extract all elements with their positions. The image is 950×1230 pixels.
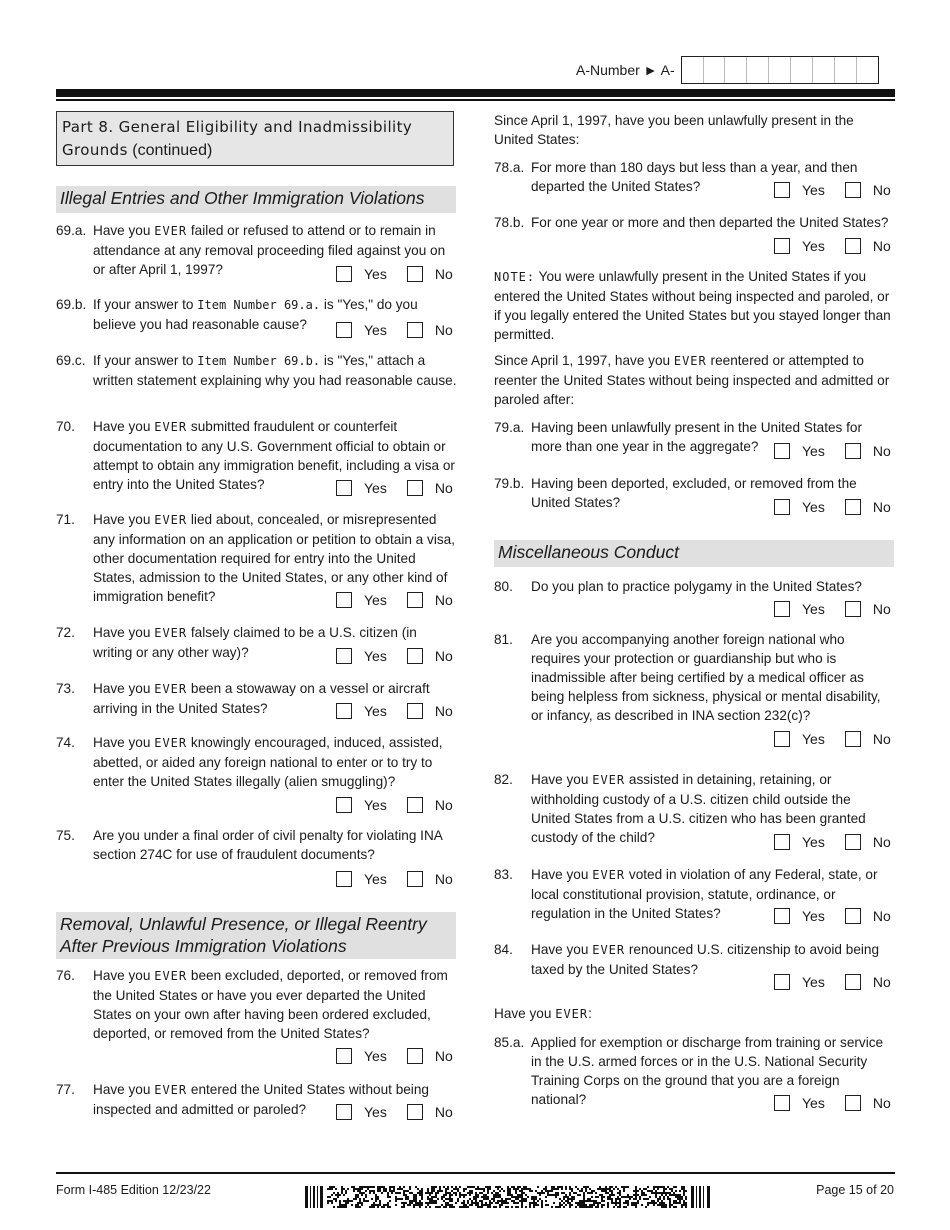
no-label: No [434, 797, 453, 813]
a-number-input[interactable] [681, 56, 879, 84]
answer-78a [774, 182, 891, 198]
intro-unlawful-presence: Since April 1, 1997, have you been unlawfully present in the United States: [494, 113, 854, 147]
yes-label: Yes [364, 797, 387, 813]
question-text: Are you accompanying another foreign national who requires your protection or guardianship but who is inadmissible after being certified by a medical officer as being helpless from sickness, physical or mental disability, or infancy, as described in INA section 232(c)? [531, 632, 881, 723]
no-label: No [434, 1048, 453, 1064]
no-checkbox[interactable] [407, 648, 423, 664]
question-84: 84. Have you EVER renounced U.S. citizenship to avoid being taxed by the United States? [494, 942, 880, 977]
question-72: 72. Have you EVER falsely claimed to be a U.S. citizen (in writing or any other way)? [56, 625, 417, 660]
answer-78b [774, 238, 891, 254]
question-78b [494, 213, 896, 233]
no-checkbox[interactable] [407, 703, 423, 719]
no-label: No [872, 908, 891, 924]
question-76: 76. Have you EVER been excluded, deported, or removed from the United States or have you ever departed the United States on your own after having been ordered excluded, deported, or removed from the United States? [56, 968, 448, 1041]
yes-checkbox[interactable] [336, 703, 352, 719]
no-label: No [872, 834, 891, 850]
yes-label: Yes [364, 266, 387, 282]
yes-label: Yes [802, 834, 825, 850]
no-label: No [434, 592, 453, 608]
section-miscellaneous-conduct: Miscellaneous Conduct [494, 540, 894, 567]
no-checkbox[interactable] [845, 601, 861, 617]
no-label: No [872, 1095, 891, 1111]
yes-checkbox[interactable] [336, 871, 352, 887]
yes-label: Yes [364, 322, 387, 338]
question-83: 83. Have you EVER voted in violation of any Federal, state, or local constitutional provision, statute, ordinance, or regulation in the United States? [494, 867, 878, 921]
no-checkbox[interactable] [407, 797, 423, 813]
question-number: 73. [56, 681, 75, 696]
a-number-field-group [576, 56, 879, 84]
no-checkbox[interactable] [845, 731, 861, 747]
answer-70 [336, 480, 453, 496]
no-checkbox[interactable] [845, 1095, 861, 1111]
answer-75 [336, 871, 453, 887]
question-75 [56, 826, 458, 866]
yes-checkbox[interactable] [774, 182, 790, 198]
question-text: Having been deported, excluded, or removed from the United States? [531, 476, 857, 510]
yes-checkbox[interactable] [336, 797, 352, 813]
barcode-icon [305, 1186, 713, 1208]
yes-checkbox[interactable] [774, 443, 790, 459]
question-number: 72. [56, 625, 75, 640]
answer-76 [336, 1048, 453, 1064]
intro-reentry: Since April 1, 1997, have you EVER reentered or attempted to reenter the United States without being inspected and admitted or paroled after: [494, 353, 890, 407]
no-checkbox[interactable] [845, 499, 861, 515]
question-text: Having been unlawfully present in the United States for more than one year in the aggregate? [531, 420, 862, 454]
yes-checkbox[interactable] [336, 1104, 352, 1120]
yes-checkbox[interactable] [774, 908, 790, 924]
section-title-line2: After Previous Immigration Violations [60, 936, 347, 956]
yes-label: Yes [364, 703, 387, 719]
page-number: Page 15 of 20 [816, 1183, 894, 1197]
answer-79b [774, 499, 891, 515]
no-checkbox[interactable] [407, 322, 423, 338]
no-label: No [872, 601, 891, 617]
question-70: 70. Have you EVER submitted fraudulent or counterfeit documentation to any U.S. Government official to obtain or attempt to obtain any immigration benefit, including a visa or entry into the United States? [56, 419, 455, 492]
no-checkbox[interactable] [845, 834, 861, 850]
question-number: 81. [494, 632, 513, 647]
answer-69b [336, 322, 453, 338]
part-title [56, 111, 454, 166]
no-checkbox[interactable] [845, 443, 861, 459]
section-removal-unlawful-presence [56, 912, 456, 959]
no-checkbox[interactable] [407, 1104, 423, 1120]
yes-label: Yes [364, 1048, 387, 1064]
answer-85a [774, 1095, 891, 1111]
footer-rule [56, 1172, 895, 1174]
answer-79a [774, 443, 891, 459]
question-number: 83. [494, 867, 513, 882]
yes-label: Yes [364, 592, 387, 608]
no-checkbox[interactable] [407, 266, 423, 282]
yes-label: Yes [364, 871, 387, 887]
no-checkbox[interactable] [407, 1048, 423, 1064]
no-label: No [434, 871, 453, 887]
no-label: No [872, 182, 891, 198]
question-81 [494, 630, 896, 730]
question-71: 71. Have you EVER lied about, concealed, or misrepresented any information on an application or petition to obtain a visa, other documentation required for entry into the United States, admission to the United States, or any other kind of immigration benefit? [56, 512, 455, 604]
answer-83 [774, 908, 891, 924]
part-title-continued: (continued) [132, 142, 213, 159]
yes-checkbox[interactable] [336, 322, 352, 338]
yes-label: Yes [364, 480, 387, 496]
answer-84 [774, 974, 891, 990]
no-checkbox[interactable] [407, 871, 423, 887]
yes-label: Yes [802, 238, 825, 254]
yes-checkbox[interactable] [336, 480, 352, 496]
question-77: 77. Have you EVER entered the United States without being inspected and admitted or paroled? [56, 1082, 429, 1117]
question-number: 74. [56, 735, 75, 750]
question-text: Applied for exemption or discharge from training or service in the U.S. armed forces or in the U.S. National Security Training Corps on the ground that you are a foreign national? [531, 1035, 884, 1107]
yes-label: Yes [802, 1095, 825, 1111]
answer-71 [336, 592, 453, 608]
no-label: No [434, 480, 453, 496]
no-label: No [872, 499, 891, 515]
no-checkbox[interactable] [845, 974, 861, 990]
no-label: No [872, 238, 891, 254]
question-69b: 69.b. If your answer to Item Number 69.a. is "Yes," do you believe you had reasonable cause? [56, 297, 418, 332]
yes-checkbox[interactable] [774, 731, 790, 747]
question-number: 76. [56, 968, 75, 983]
question-text: Do you plan to practice polygamy in the United States? [531, 579, 862, 594]
no-label: No [872, 443, 891, 459]
no-label: No [434, 266, 453, 282]
yes-label: Yes [802, 601, 825, 617]
yes-label: Yes [802, 731, 825, 747]
answer-73 [336, 703, 453, 719]
question-number: 78.a. [494, 160, 525, 175]
question-number: 69.c. [56, 353, 86, 368]
note-label: NOTE: [494, 270, 536, 284]
no-checkbox[interactable] [845, 182, 861, 198]
no-checkbox[interactable] [845, 238, 861, 254]
form-edition: Form I-485 Edition 12/23/22 [56, 1183, 211, 1197]
question-number: 80. [494, 579, 513, 594]
question-number: 71. [56, 512, 75, 527]
question-number: 79.a. [494, 420, 525, 435]
no-label: No [434, 322, 453, 338]
yes-label: Yes [802, 974, 825, 990]
yes-checkbox[interactable] [774, 834, 790, 850]
yes-checkbox[interactable] [336, 266, 352, 282]
question-82: 82. Have you EVER assisted in detaining, retaining, or withholding custody of a U.S. citizen child outside the United States from a U.S. citizen who has been granted custody of the child? [494, 772, 866, 845]
question-73: 73. Have you EVER been a stowaway on a vessel or aircraft arriving in the United States? [56, 681, 430, 716]
yes-checkbox[interactable] [774, 601, 790, 617]
answer-69a [336, 266, 453, 282]
part-title-grounds: Grounds [62, 141, 128, 159]
question-number: 69.a. [56, 223, 87, 238]
question-69c: 69.c. If your answer to Item Number 69.b. is "Yes," attach a written statement explaining why you had reasonable cause. [56, 353, 457, 388]
yes-label: Yes [802, 908, 825, 924]
question-69a: 69.a. Have you EVER failed or refused to attend or to remain in attendance at any removal proceeding filed against you on or after April 1, 1997? [56, 223, 446, 277]
question-text: For one year or more and then departed the United States? [531, 215, 889, 230]
yes-checkbox[interactable] [336, 1048, 352, 1064]
intro-have-you-ever: Have you EVER: [494, 1006, 592, 1021]
answer-72 [336, 648, 453, 664]
question-number: 69.b. [56, 297, 87, 312]
question-number: 75. [56, 828, 75, 843]
yes-label: Yes [802, 443, 825, 459]
question-number: 78.b. [494, 215, 525, 230]
yes-checkbox[interactable] [336, 648, 352, 664]
header-rule-thin [56, 99, 895, 101]
part-title-main: Part 8. General Eligibility and Inadmissibility [62, 118, 413, 136]
answer-74 [336, 797, 453, 813]
question-number: 77. [56, 1082, 75, 1097]
yes-checkbox[interactable] [774, 974, 790, 990]
no-label: No [434, 703, 453, 719]
no-label: No [434, 1104, 453, 1120]
yes-checkbox[interactable] [774, 1095, 790, 1111]
question-text: For more than 180 days but less than a year, and then departed the United States? [531, 160, 858, 194]
yes-label: Yes [364, 648, 387, 664]
question-text: Are you under a final order of civil penalty for violating INA section 274C for use of fraudulent documents? [93, 828, 443, 862]
note-text: You were unlawfully present in the United States if you entered the United States without being inspected and paroled, or if you legally entered the United States but you stayed longer than permitted. [494, 269, 891, 342]
yes-checkbox[interactable] [774, 238, 790, 254]
section-illegal-entries: Illegal Entries and Other Immigration Violations [56, 186, 456, 213]
yes-label: Yes [802, 499, 825, 515]
no-checkbox[interactable] [407, 480, 423, 496]
question-number: 84. [494, 942, 513, 957]
yes-checkbox[interactable] [774, 499, 790, 515]
header-rule [56, 89, 895, 97]
question-number: 82. [494, 772, 513, 787]
a-number-label: A-Number ► A- [576, 62, 675, 78]
question-number: 79.b. [494, 476, 525, 491]
no-label: No [872, 731, 891, 747]
answer-81 [774, 731, 891, 747]
section-title-line1: Removal, Unlawful Presence, or Illegal Reentry [60, 914, 427, 934]
no-label: No [434, 648, 453, 664]
question-number: 85.a. [494, 1035, 525, 1050]
answer-77 [336, 1104, 453, 1120]
no-checkbox[interactable] [407, 592, 423, 608]
yes-label: Yes [802, 182, 825, 198]
answer-80 [774, 601, 891, 617]
yes-checkbox[interactable] [336, 592, 352, 608]
answer-82 [774, 834, 891, 850]
no-checkbox[interactable] [845, 908, 861, 924]
question-74: 74. Have you EVER knowingly encouraged, induced, assisted, abetted, or aided any foreign national to enter or to try to enter the United States illegally (alien smuggling)? [56, 735, 443, 789]
question-80 [494, 577, 896, 597]
no-label: No [872, 974, 891, 990]
note-unlawful-presence [494, 267, 896, 344]
question-number: 70. [56, 419, 75, 434]
yes-label: Yes [364, 1104, 387, 1120]
